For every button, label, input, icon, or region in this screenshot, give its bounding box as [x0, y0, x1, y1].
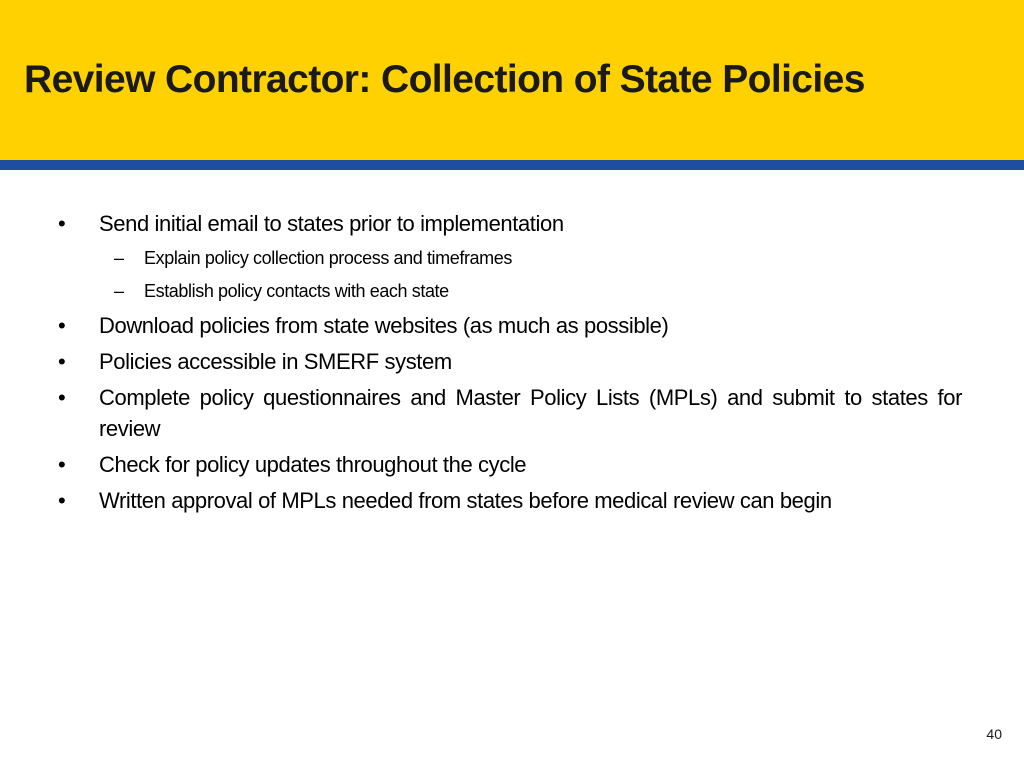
sub-bullet-item-contacts	[58, 277, 962, 305]
bullet-text: Complete policy questionnaires and Master Policy Lists (MPLs) and submit to states for review	[99, 385, 962, 441]
bullet-item-approval	[58, 485, 962, 516]
bullet-text: Download policies from state websites (as much as possible)	[99, 313, 669, 338]
title-divider	[0, 160, 1024, 170]
bullet-marker: •	[58, 452, 66, 477]
bullet-marker: •	[58, 385, 66, 410]
bullet-text: Send initial email to states prior to implementation	[99, 211, 564, 236]
sub-bullet-text: Establish policy contacts with each state	[144, 281, 449, 301]
bullet-text: Policies accessible in SMERF system	[99, 349, 452, 374]
bullet-marker: •	[58, 349, 66, 374]
bullet-item-smerf	[58, 346, 962, 377]
bullet-item-download	[58, 310, 962, 341]
sub-bullet-marker: –	[114, 248, 124, 268]
bullet-list	[58, 208, 962, 521]
bullet-item-email	[58, 208, 962, 239]
bullet-text: Check for policy updates throughout the cycle	[99, 452, 527, 477]
sub-bullet-text: Explain policy collection process and timeframes	[144, 248, 512, 268]
slide-title: Review Contractor: Collection of State Policies	[24, 58, 865, 101]
bullet-item-updates	[58, 449, 962, 480]
sub-bullet-marker: –	[114, 281, 124, 301]
bullet-marker: •	[58, 488, 66, 513]
bullet-text: Written approval of MPLs needed from states before medical review can begin	[99, 488, 832, 513]
bullet-marker: •	[58, 313, 66, 338]
bullet-item-questionnaires	[58, 382, 962, 444]
page-number: 40	[986, 726, 1002, 742]
bullet-marker: •	[58, 211, 66, 236]
sub-bullet-item-explain	[58, 244, 962, 272]
